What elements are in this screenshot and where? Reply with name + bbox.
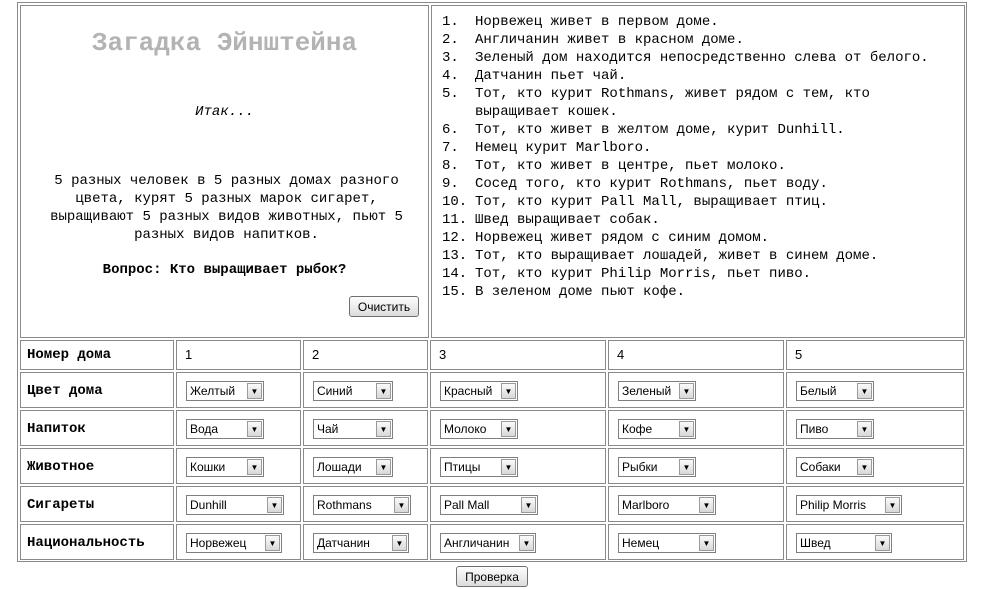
clue-item: [442, 49, 958, 67]
clue-text: Тот, кто курит Philip Morris, пьет пиво.: [475, 266, 812, 282]
clue-text: Норвежец живет рядом с синим домом.: [475, 230, 770, 246]
chevron-down-icon[interactable]: ▼: [679, 459, 694, 475]
clue-text: Тот, кто курит Rothmans, живет рядом с тем, кто выращивает кошек.: [475, 86, 870, 120]
chevron-down-icon[interactable]: ▼: [679, 383, 694, 399]
row-label-cell: [20, 448, 174, 484]
row-label: Цвет дома: [27, 383, 103, 399]
select-value: Пиво: [800, 422, 829, 436]
clue-text: В зеленом доме пьют кофе.: [475, 284, 686, 300]
grid-cell: [608, 410, 784, 446]
grid-cell: [786, 524, 964, 560]
chevron-down-icon[interactable]: ▼: [501, 383, 516, 399]
clue-number: 9.: [442, 176, 459, 192]
clue-text: Зеленый дом находится непосредственно слева от белого.: [475, 50, 929, 66]
attribute-select[interactable]: [618, 457, 696, 477]
chevron-down-icon[interactable]: ▼: [376, 459, 391, 475]
clue-item: [442, 85, 958, 121]
clue-number: 6.: [442, 122, 459, 138]
attribute-select[interactable]: [618, 533, 716, 553]
clue-item: [442, 67, 958, 85]
house-number: 1: [185, 347, 193, 362]
select-value: Pall Mall: [444, 498, 490, 512]
select-value: Желтый: [190, 384, 236, 398]
select-value: Норвежец: [190, 536, 247, 550]
house-number-cell: [176, 340, 301, 370]
clue-item: [442, 121, 958, 139]
intro-question: Вопрос: Кто выращивает рыбок?: [102, 262, 347, 278]
clue-number: 4.: [442, 68, 459, 84]
clue-number: 8.: [442, 158, 459, 174]
chevron-down-icon[interactable]: ▼: [376, 383, 391, 399]
chevron-down-icon[interactable]: ▼: [501, 459, 516, 475]
attribute-select[interactable]: [313, 457, 393, 477]
clue-text: Тот, кто живет в желтом доме, курит Dunhill.: [475, 122, 845, 138]
chevron-down-icon[interactable]: ▼: [247, 383, 262, 399]
select-value: Кофе: [622, 422, 653, 436]
clue-number: 1.: [442, 14, 459, 30]
house-number-cell: [608, 340, 784, 370]
clue-text: Англичанин живет в красном доме.: [475, 32, 744, 48]
select-value: Кошки: [190, 460, 226, 474]
grid-cell: [430, 448, 606, 484]
grid-cell: [430, 372, 606, 408]
attribute-select[interactable]: [796, 457, 874, 477]
clue-number: 2.: [442, 32, 459, 48]
grid-cell: [176, 410, 301, 446]
chevron-down-icon[interactable]: ▼: [392, 535, 407, 551]
clue-list: [442, 13, 958, 301]
grid-cell: [608, 372, 784, 408]
grid-cell: [303, 448, 428, 484]
attribute-select[interactable]: [313, 419, 393, 439]
check-button[interactable]: Проверка: [456, 566, 528, 587]
clue-number: 14.: [442, 266, 468, 282]
clue-item: [442, 139, 958, 157]
select-value: Rothmans: [317, 498, 372, 512]
puzzle-table: [17, 2, 967, 562]
grid-cell: [430, 486, 606, 522]
select-value: Датчанин: [317, 536, 370, 550]
clue-item: [442, 157, 958, 175]
chevron-down-icon[interactable]: ▼: [521, 497, 536, 513]
attribute-select[interactable]: [796, 419, 874, 439]
page-title: Загадка Эйнштейна: [91, 28, 358, 58]
grid-cell: [303, 372, 428, 408]
select-value: Philip Morris: [800, 498, 867, 512]
chevron-down-icon[interactable]: ▼: [857, 459, 872, 475]
chevron-down-icon[interactable]: ▼: [247, 459, 262, 475]
select-value: Зеленый: [622, 384, 672, 398]
clue-text: Тот, кто живет в центре, пьет молоко.: [475, 158, 786, 174]
row-label-cell: [20, 410, 174, 446]
house-number-label: Номер дома: [27, 347, 112, 363]
clue-text: Тот, кто выращивает лошадей, живет в синем доме.: [475, 248, 879, 264]
attribute-select[interactable]: [186, 533, 282, 553]
select-value: Немец: [622, 536, 660, 550]
attribute-select[interactable]: [440, 419, 518, 439]
chevron-down-icon[interactable]: ▼: [679, 421, 694, 437]
chevron-down-icon[interactable]: ▼: [519, 535, 534, 551]
intro-description: 5 разных человек в 5 разных домах разного цвета, курят 5 разных марок сигарет, выращивают 5 разных видов животных, пьют 5 разных видов напитков.: [50, 173, 403, 243]
chevron-down-icon[interactable]: ▼: [875, 535, 890, 551]
clue-number: 15.: [442, 284, 468, 300]
clue-number: 5.: [442, 86, 459, 102]
chevron-down-icon[interactable]: ▼: [699, 497, 714, 513]
grid-cell: [430, 524, 606, 560]
chevron-down-icon[interactable]: ▼: [247, 421, 262, 437]
clue-number: 11.: [442, 212, 468, 228]
attribute-select[interactable]: [186, 419, 264, 439]
clue-item: [442, 13, 958, 31]
select-value: Dunhill: [190, 498, 227, 512]
clue-item: [442, 31, 958, 49]
clear-button[interactable]: Очистить: [349, 296, 419, 317]
select-value: Лошади: [317, 460, 362, 474]
attribute-select[interactable]: [440, 495, 538, 515]
select-value: Белый: [800, 384, 837, 398]
attribute-select[interactable]: [618, 381, 696, 401]
grid-cell: [430, 410, 606, 446]
grid-cell: [608, 486, 784, 522]
grid-cell: [786, 486, 964, 522]
grid-cell: [786, 372, 964, 408]
attribute-select[interactable]: [440, 457, 518, 477]
select-value: Вода: [190, 422, 219, 436]
clue-text: Тот, кто курит Pall Mall, выращивает птиц.: [475, 194, 828, 210]
attribute-select[interactable]: [618, 495, 716, 515]
attribute-select[interactable]: [440, 381, 518, 401]
row-label: Напиток: [27, 421, 86, 437]
attribute-select[interactable]: [186, 495, 284, 515]
clue-item: [442, 247, 958, 265]
select-value: Англичанин: [444, 536, 510, 550]
grid-cell: [176, 372, 301, 408]
select-value: Рыбки: [622, 460, 658, 474]
chevron-down-icon[interactable]: ▼: [857, 383, 872, 399]
clue-number: 10.: [442, 194, 468, 210]
row-label-cell: [20, 486, 174, 522]
chevron-down-icon[interactable]: ▼: [394, 497, 409, 513]
clue-number: 13.: [442, 248, 468, 264]
chevron-down-icon[interactable]: ▼: [885, 497, 900, 513]
row-label-cell: [20, 524, 174, 560]
chevron-down-icon[interactable]: ▼: [699, 535, 714, 551]
chevron-down-icon[interactable]: ▼: [857, 421, 872, 437]
select-value: Собаки: [800, 460, 841, 474]
chevron-down-icon[interactable]: ▼: [501, 421, 516, 437]
clue-text: Датчанин пьет чай.: [475, 68, 627, 84]
select-value: Marlboro: [622, 498, 670, 512]
chevron-down-icon[interactable]: ▼: [267, 497, 282, 513]
select-value: Птицы: [444, 460, 481, 474]
select-value: Молоко: [444, 422, 487, 436]
house-number-cell: [303, 340, 428, 370]
attribute-select[interactable]: [796, 381, 874, 401]
grid-cell: [176, 524, 301, 560]
clue-number: 7.: [442, 140, 459, 156]
attribute-select[interactable]: [313, 533, 409, 553]
house-number-cell: [786, 340, 964, 370]
house-number: 5: [795, 347, 803, 362]
select-value: Синий: [317, 384, 353, 398]
row-label-cell: [20, 372, 174, 408]
grid-cell: [786, 448, 964, 484]
grid-cell: [303, 486, 428, 522]
row-label: Сигареты: [27, 497, 95, 513]
select-value: Чай: [317, 422, 339, 436]
row-label: Национальность: [27, 535, 145, 551]
clue-item: [442, 175, 958, 193]
house-number: 3: [439, 347, 447, 362]
grid-cell: [786, 410, 964, 446]
clue-item: [442, 229, 958, 247]
house-number-label-cell: [20, 340, 174, 370]
clue-number: 12.: [442, 230, 468, 246]
grid-cell: [176, 486, 301, 522]
grid-cell: [608, 524, 784, 560]
grid-cell: [303, 410, 428, 446]
grid-cell: [176, 448, 301, 484]
intro-itak: Итак...: [195, 104, 254, 120]
grid-cell: [303, 524, 428, 560]
clue-item: [442, 193, 958, 211]
house-number: 2: [312, 347, 320, 362]
attribute-select[interactable]: [796, 495, 902, 515]
attribute-select[interactable]: [186, 457, 264, 477]
attribute-select[interactable]: [618, 419, 696, 439]
attribute-select[interactable]: [440, 533, 536, 553]
clues-panel: [431, 5, 965, 338]
clue-text: Немец курит Marlboro.: [475, 140, 652, 156]
select-value: Красный: [444, 384, 493, 398]
chevron-down-icon[interactable]: ▼: [376, 421, 391, 437]
clue-text: Норвежец живет в первом доме.: [475, 14, 719, 30]
row-label: Животное: [27, 459, 95, 475]
attribute-select[interactable]: [313, 381, 393, 401]
attribute-select[interactable]: [796, 533, 892, 553]
clue-text: Швед выращивает собак.: [475, 212, 660, 228]
clue-item: [442, 211, 958, 229]
attribute-select[interactable]: [186, 381, 264, 401]
clue-item: [442, 265, 958, 283]
clue-item: [442, 283, 958, 301]
house-number-cell: [430, 340, 606, 370]
intro-panel: [20, 5, 429, 338]
house-number: 4: [617, 347, 625, 362]
attribute-select[interactable]: [313, 495, 411, 515]
chevron-down-icon[interactable]: ▼: [265, 535, 280, 551]
clue-number: 3.: [442, 50, 459, 66]
select-value: Швед: [800, 536, 831, 550]
grid-cell: [608, 448, 784, 484]
clue-text: Сосед того, кто курит Rothmans, пьет воду.: [475, 176, 828, 192]
